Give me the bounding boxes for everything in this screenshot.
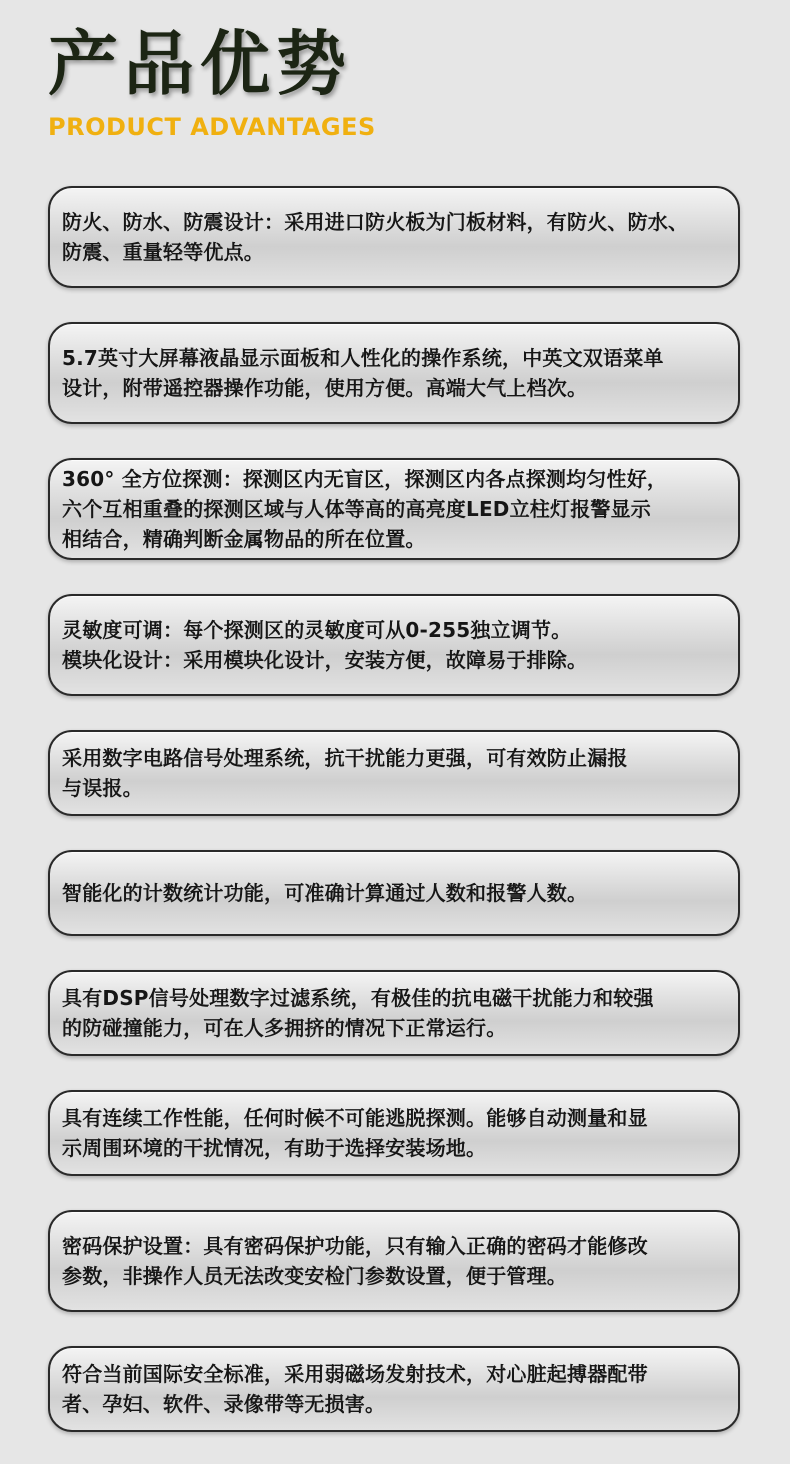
advantage-line: 360° 全方位探测：探测区内无盲区，探测区内各点探测均匀性好， [62,467,668,491]
advantage-text [62,743,628,803]
advantage-line: 防震、重量轻等优点。 [62,240,264,264]
advantage-text [62,464,667,554]
advantage-text [62,343,664,403]
advantage-line: 灵敏度可调：每个探测区的灵敏度可从0-255独立调节。 [62,618,572,642]
advantage-card [48,970,740,1056]
advantage-card [48,1210,740,1312]
advantage-text [62,1359,648,1419]
advantage-line: 参数，非操作人员无法改变安检门参数设置，便于管理。 [62,1264,567,1288]
advantage-text [62,983,654,1043]
advantage-text [62,1231,648,1291]
advantage-line: 防火、防水、防震设计：采用进口防火板为门板材料，有防火、防水、 [62,210,689,234]
advantage-line: 具有DSP信号处理数字过滤系统，有极佳的抗电磁干扰能力和较强 [62,986,654,1010]
advantage-line: 密码保护设置：具有密码保护功能，只有输入正确的密码才能修改 [62,1234,648,1258]
advantage-card [48,1090,740,1176]
page-header [48,18,376,142]
advantage-line: 模块化设计：采用模块化设计，安装方便，故障易于排除。 [62,648,588,672]
advantage-line: 的防碰撞能力，可在人多拥挤的情况下正常运行。 [62,1016,507,1040]
advantage-card [48,594,740,696]
advantage-line: 设计，附带遥控器操作功能，使用方便。高端大气上档次。 [62,376,588,400]
advantage-line: 采用数字电路信号处理系统，抗干扰能力更强，可有效防止漏报 [62,746,628,770]
advantage-line: 者、孕妇、软件、录像带等无损害。 [62,1392,386,1416]
advantage-text [62,615,587,675]
advantage-card [48,850,740,936]
advantage-card [48,458,740,560]
advantage-card [48,730,740,816]
advantage-text [62,878,587,908]
advantage-line: 示周围环境的干扰情况，有助于选择安装场地。 [62,1136,487,1160]
advantage-card [48,186,740,288]
page-title: 产品优势 [48,23,352,105]
advantage-text [62,207,688,267]
advantage-card [48,1346,740,1432]
advantage-line: 智能化的计数统计功能，可准确计算通过人数和报警人数。 [62,881,588,905]
advantage-line: 六个互相重叠的探测区域与人体等高的高亮度LED立柱灯报警显示 [62,497,652,521]
advantage-line: 具有连续工作性能，任何时候不可能逃脱探测。能够自动测量和显 [62,1106,648,1130]
advantage-line: 相结合，精确判断金属物品的所在位置。 [62,527,426,551]
advantage-line: 符合当前国际安全标准，采用弱磁场发射技术，对心脏起搏器配带 [62,1362,648,1386]
page-subtitle: PRODUCT ADVANTAGES [48,113,376,141]
advantage-card [48,322,740,424]
advantage-text [62,1103,648,1163]
advantage-line: 与误报。 [62,776,143,800]
advantage-line: 5.7英寸大屏幕液晶显示面板和人性化的操作系统，中英文双语菜单 [62,346,664,370]
